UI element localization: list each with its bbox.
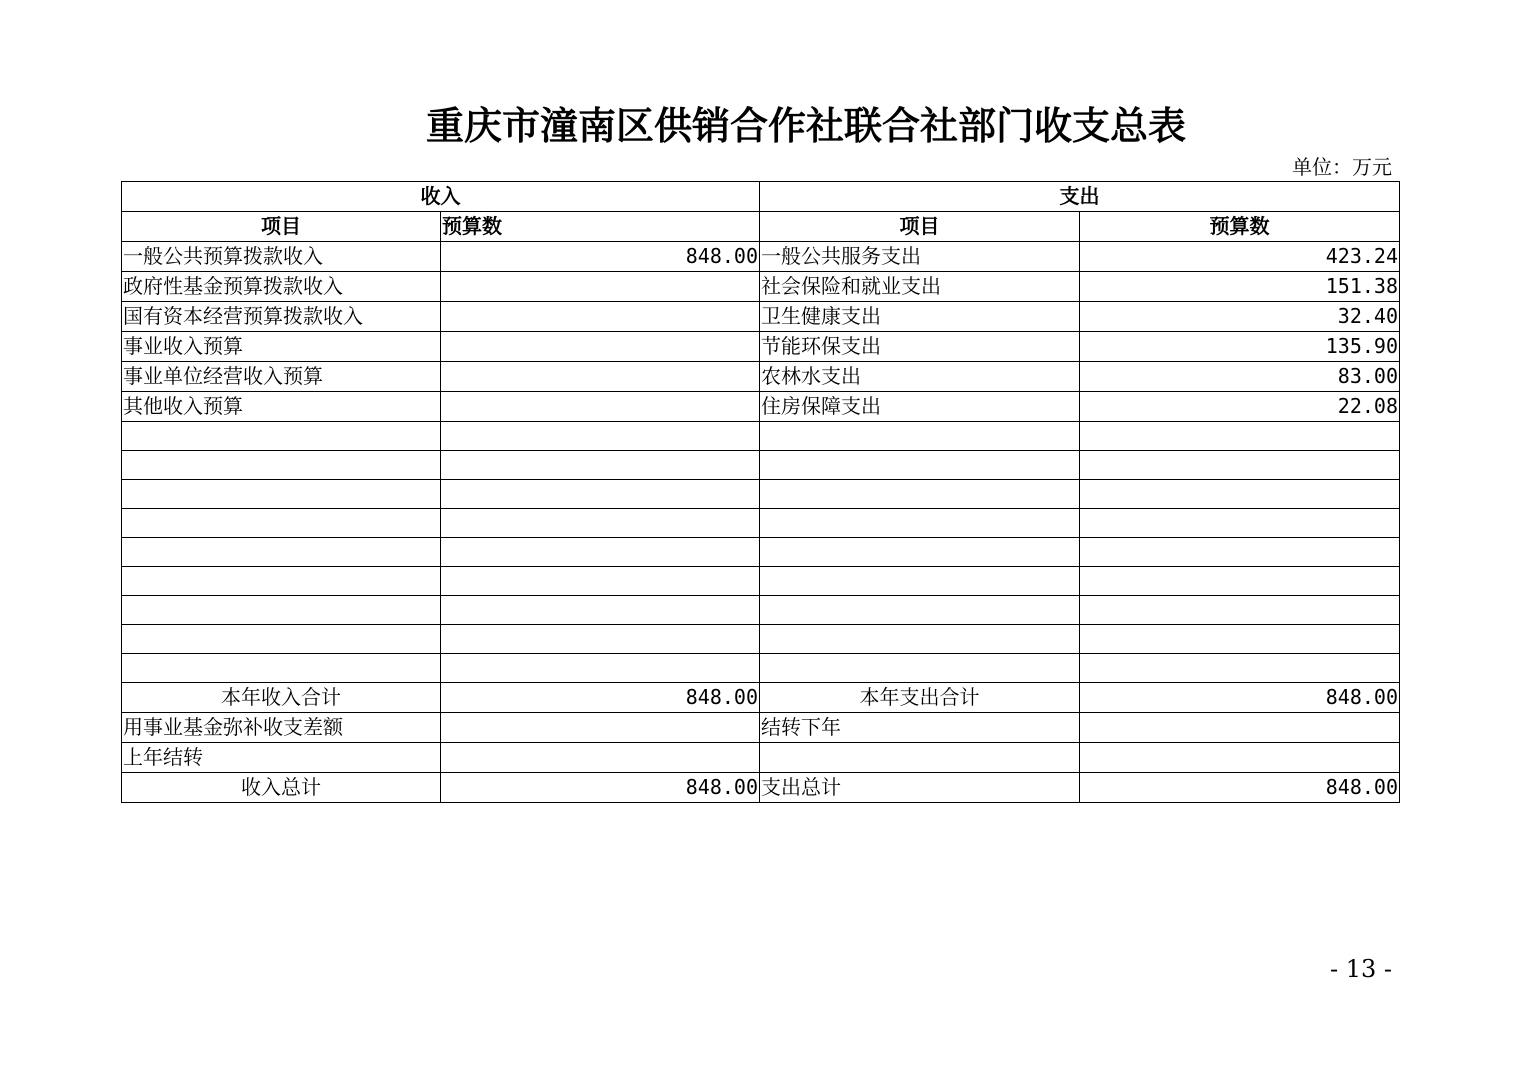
income-subtotal-value: 848.00 [441,683,760,713]
income-item-cell: 政府性基金预算拨款收入 [122,272,441,302]
income-total-value: 848.00 [441,773,760,803]
table-row [122,392,1400,422]
income-item-cell: 国有资本经营预算拨款收入 [122,302,441,332]
income-value-cell [441,272,760,302]
expense-value-cell: 22.08 [1080,392,1400,422]
table-row [122,713,1400,743]
empty-row [122,538,1400,567]
income-item-cell: 用事业基金弥补收支差额 [122,713,441,743]
income-item-cell: 事业收入预算 [122,332,441,362]
expense-item-cell [760,743,1080,773]
income-value-cell [441,713,760,743]
expense-subtotal-value: 848.00 [1080,683,1400,713]
expense-item-cell: 结转下年 [760,713,1080,743]
expense-value-cell: 423.24 [1080,242,1400,272]
income-item-cell: 其他收入预算 [122,392,441,422]
expense-value-cell: 151.38 [1080,272,1400,302]
income-value-cell [441,302,760,332]
page-title: 重庆市潼南区供销合作社联合社部门收支总表 [425,104,1186,148]
income-item-cell: 一般公共预算拨款收入 [122,242,441,272]
empty-row [122,480,1400,509]
income-subtotal-label: 本年收入合计 [122,683,441,713]
income-budget-column-header: 预算数 [441,212,760,242]
empty-row [122,567,1400,596]
subtotal-row [122,683,1400,713]
empty-row [122,451,1400,480]
expense-item-cell: 农林水支出 [760,362,1080,392]
empty-row [122,509,1400,538]
table-row [122,332,1400,362]
expense-value-cell: 32.40 [1080,302,1400,332]
expense-item-cell: 社会保险和就业支出 [760,272,1080,302]
empty-row [122,625,1400,654]
empty-row [122,596,1400,625]
income-item-cell: 上年结转 [122,743,441,773]
income-value-cell [441,392,760,422]
total-row [122,773,1400,803]
expense-total-label: 支出总计 [760,773,1080,803]
expense-item-cell: 卫生健康支出 [760,302,1080,332]
expense-value-cell: 135.90 [1080,332,1400,362]
column-header-row [122,212,1400,242]
table-row [122,362,1400,392]
budget-summary-table [121,181,1400,803]
expense-item-cell: 一般公共服务支出 [760,242,1080,272]
expense-budget-column-header: 预算数 [1080,212,1400,242]
income-value-cell [441,332,760,362]
expense-subtotal-label: 本年支出合计 [760,683,1080,713]
section-header-row [122,182,1400,212]
expense-total-value: 848.00 [1080,773,1400,803]
expense-item-column-header: 项目 [760,212,1080,242]
expense-item-cell: 住房保障支出 [760,392,1080,422]
income-value-cell [441,362,760,392]
unit-label: 单位：万元 [1292,155,1392,179]
expense-value-cell [1080,743,1400,773]
table-row [122,302,1400,332]
income-value-cell [441,743,760,773]
expense-section-header: 支出 [760,182,1400,212]
table-row [122,743,1400,773]
page-number: - 13 - [1329,955,1392,983]
income-item-column-header: 项目 [122,212,441,242]
income-value-cell: 848.00 [441,242,760,272]
expense-value-cell: 83.00 [1080,362,1400,392]
table-row [122,272,1400,302]
empty-row [122,654,1400,683]
income-total-label: 收入总计 [122,773,441,803]
expense-item-cell: 节能环保支出 [760,332,1080,362]
income-section-header: 收入 [122,182,760,212]
income-item-cell: 事业单位经营收入预算 [122,362,441,392]
empty-row [122,422,1400,451]
expense-value-cell [1080,713,1400,743]
table-row [122,242,1400,272]
